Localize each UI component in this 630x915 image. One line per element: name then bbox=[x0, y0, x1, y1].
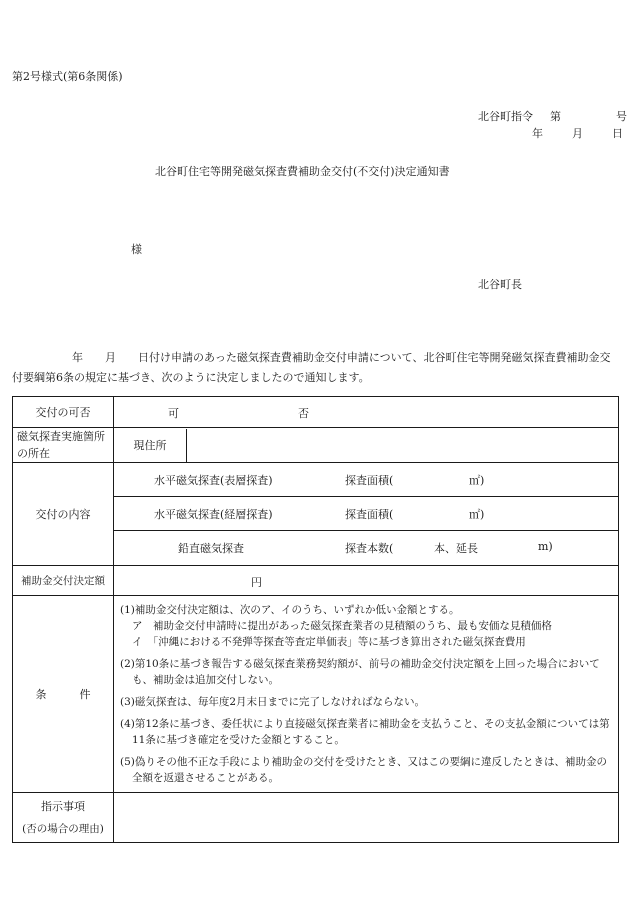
content-row-horizontal-surface bbox=[114, 463, 618, 497]
location-cell bbox=[114, 428, 619, 463]
conditions-cell bbox=[114, 596, 619, 793]
amount-label: 補助金交付決定額 bbox=[13, 566, 114, 596]
count-length-label: 本、延長 bbox=[434, 542, 478, 555]
instructions-input-field[interactable] bbox=[114, 793, 619, 843]
form-number-label: 第2号様式(第6条関係) bbox=[12, 70, 123, 83]
document-title: 北谷町住宅等開発磁気探査費補助金交付(不交付)決定通知書 bbox=[155, 165, 450, 178]
conditions-row bbox=[13, 596, 619, 793]
ref-go: 号 bbox=[616, 110, 627, 123]
condition-item-4: (4)第12条に基づき、委任状により直接磁気探査業者に補助金を支払うこと、その支払金額については第11条に基づき確定を受けた金額とすること。 bbox=[120, 718, 610, 746]
instructions-row bbox=[13, 793, 619, 843]
grant-content-label: 交付の内容 bbox=[13, 463, 114, 566]
issue-date-line bbox=[532, 125, 623, 141]
amount-row bbox=[13, 566, 619, 596]
method-horizontal-surface: 水平磁気探査(表層探査) bbox=[154, 474, 273, 487]
area-measure-label-2: 探査面積( bbox=[345, 508, 394, 521]
date-year: 年 bbox=[532, 127, 543, 140]
approval-yes-option[interactable]: 可 bbox=[168, 407, 179, 420]
recipient-suffix: 様 bbox=[131, 243, 142, 256]
condition-sub-i: イ 「沖縄における不発弾等探査等査定単価表」等に基づき算出された磁気探査費用 bbox=[132, 636, 526, 648]
location-row bbox=[13, 428, 619, 463]
reference-number-line bbox=[478, 108, 627, 124]
area-measure-label-1: 探査面積( bbox=[345, 474, 394, 487]
instructions-label: 指示事項 bbox=[41, 799, 85, 813]
condition-text-1: (1)補助金交付決定額は、次のア、イのうち、いずれか低い金額とする。 bbox=[120, 604, 460, 616]
approval-label: 交付の可否 bbox=[13, 397, 114, 428]
instructions-label-cell bbox=[13, 793, 114, 843]
condition-sub-a: ア 補助金交付申請時に提出があった磁気探査業者の見積額のうち、最も安価な見積価格 bbox=[132, 620, 552, 632]
condition-item-3: (3)磁気探査は、毎年度2月末日までに完了しなければならない。 bbox=[120, 696, 426, 708]
location-input-field[interactable] bbox=[187, 429, 619, 462]
date-month: 月 bbox=[572, 127, 583, 140]
condition-item-5: (5)偽りその他不正な手段により補助金の交付を受けたとき、又はこの要綱に違反したときは、補助金の全額を返還させることがある。 bbox=[120, 756, 607, 784]
amount-cell bbox=[114, 566, 619, 596]
condition-item-2: (2)第10条に基づき報告する磁気探査業務契約額が、前号の補助金交付決定額を上回った場合においても、補助金は追加交付しない。 bbox=[120, 658, 600, 686]
date-day: 日 bbox=[612, 127, 623, 140]
ref-dai: 第 bbox=[550, 110, 561, 123]
location-sublabel: 現住所 bbox=[114, 429, 187, 462]
sender-name: 北谷町長 bbox=[478, 278, 522, 291]
instructions-sublabel: (否の場合の理由) bbox=[22, 822, 104, 835]
notice-body-text: 年 月 日付け申請のあった磁気探査費補助金交付申請について、北谷町住宅等開発磁気探査費補助金交付要綱第6条の規定に基づき、次のように決定しましたので通知します。 bbox=[12, 351, 611, 384]
ref-prefix: 北谷町指令 bbox=[478, 110, 533, 123]
method-horizontal-layer: 水平磁気探査(経層探査) bbox=[154, 508, 273, 521]
content-row-vertical bbox=[114, 531, 618, 565]
approval-no-option[interactable]: 否 bbox=[298, 407, 309, 420]
grant-content-cell bbox=[114, 463, 619, 566]
location-label: 磁気探査実施箇所の所在 bbox=[13, 428, 114, 463]
condition-item-1 bbox=[120, 602, 612, 650]
grant-content-row bbox=[13, 463, 619, 566]
amount-unit: 円 bbox=[251, 576, 262, 589]
method-vertical: 鉛直磁気探査 bbox=[178, 542, 244, 555]
count-measure-label: 探査本数( bbox=[345, 542, 394, 555]
conditions-label: 条 件 bbox=[13, 596, 114, 793]
content-row-horizontal-layer bbox=[114, 497, 618, 531]
area-unit-2: ㎡) bbox=[469, 508, 485, 521]
length-unit: m) bbox=[538, 540, 553, 553]
approval-cell bbox=[114, 397, 619, 428]
decision-form-table bbox=[12, 396, 619, 843]
area-unit-1: ㎡) bbox=[469, 474, 485, 487]
approval-row bbox=[13, 397, 619, 428]
